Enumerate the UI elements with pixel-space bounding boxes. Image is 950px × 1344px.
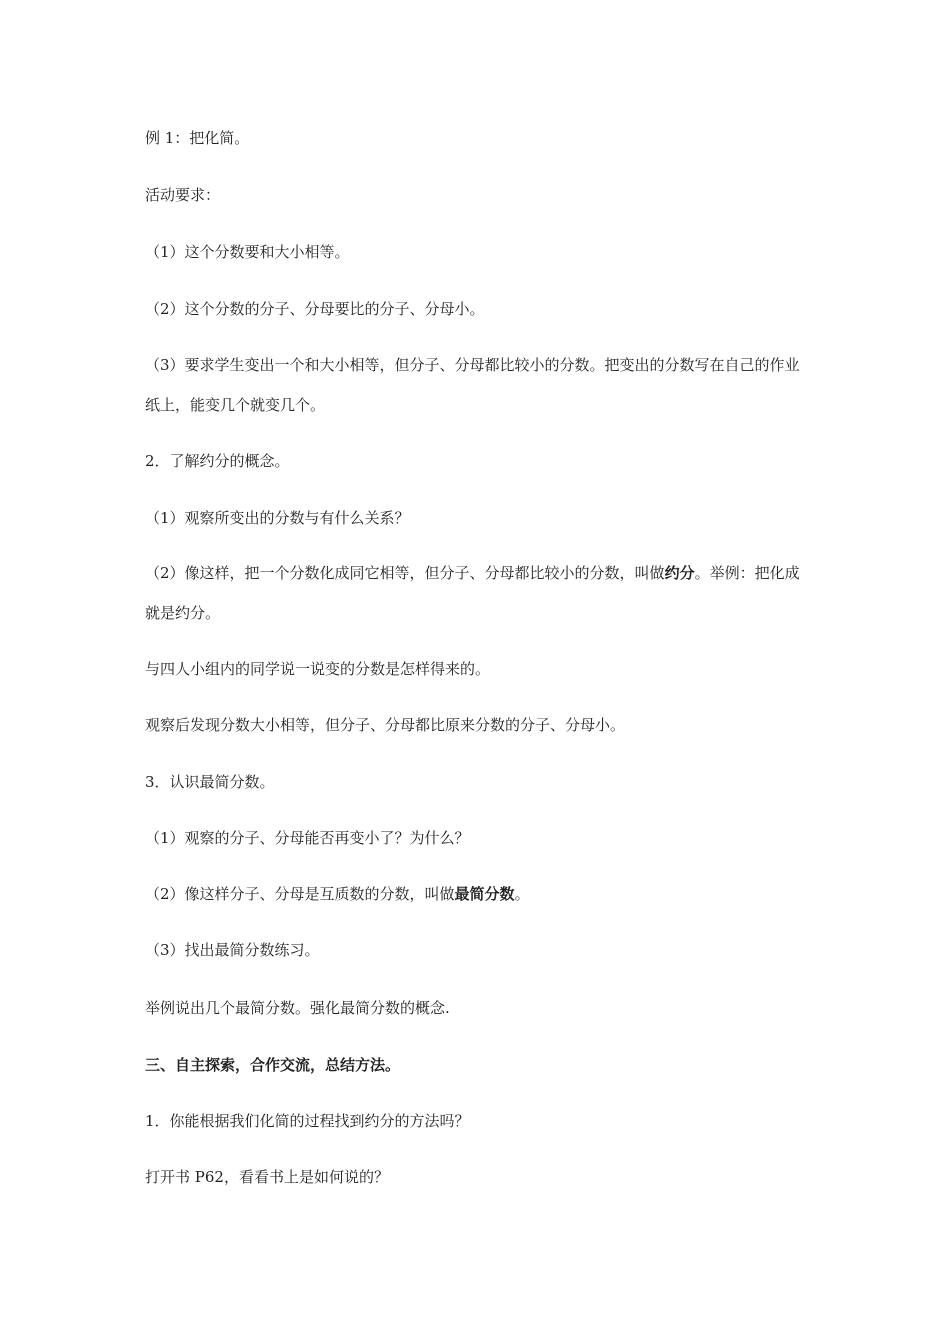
section-3-title: 3．认识最简分数。 xyxy=(145,773,275,791)
simplest-question: （1）观察的分子、分母能否再变小了？为什么？ xyxy=(145,829,470,847)
observation-finding: 观察后发现分数大小相等，但分子、分母都比原来分数的分子、分母小。 xyxy=(145,716,626,734)
requirement-1: （1）这个分数要和大小相等。 xyxy=(145,243,350,261)
simplest-definition-pre: （2）像这样分子、分母是互质数的分数，叫做 xyxy=(145,885,455,903)
simplest-definition xyxy=(145,874,810,914)
group-discussion: 与四人小组内的同学说一说变的分数是怎样得来的。 xyxy=(145,660,491,678)
part-3-heading: 三、自主探索，合作交流，总结方法。 xyxy=(145,1056,401,1074)
reduction-definition-pre: （2）像这样，把一个分数化成同它相等，但分子、分母都比较小的分数，叫做 xyxy=(145,564,665,582)
requirement-2: （2）这个分数的分子、分母要比的分子、分母小。 xyxy=(145,300,485,318)
simplest-examples: 举例说出几个最简分数。强化最简分数的概念. xyxy=(145,999,450,1017)
activity-requirements-label: 活动要求： xyxy=(145,186,221,204)
term-reduction: 约分 xyxy=(664,564,695,582)
example-1-line: 例 1：把化简。 xyxy=(145,129,250,147)
observe-question: （1）观察所变出的分数与有什么关系？ xyxy=(145,509,410,527)
requirement-3: （3）要求学生变出一个和大小相等，但分子、分母都比较小的分数。把变出的分数写在自己的作业纸上，能变几个就变几个。 xyxy=(145,356,800,414)
term-simplest-fraction: 最简分数 xyxy=(454,885,515,903)
simplest-definition-post: 。 xyxy=(514,885,530,903)
reduction-definition xyxy=(145,553,810,633)
simplest-exercise: （3）找出最简分数练习。 xyxy=(145,941,320,959)
section-2-title: 2．了解约分的概念。 xyxy=(145,452,290,470)
reduction-definition-post: 。举例：把化成就是约分。 xyxy=(145,564,800,622)
method-question: 1．你能根据我们化简的过程找到约分的方法吗？ xyxy=(145,1112,470,1130)
open-book-instruction: 打开书 P62，看看书上是如何说的？ xyxy=(145,1168,389,1186)
